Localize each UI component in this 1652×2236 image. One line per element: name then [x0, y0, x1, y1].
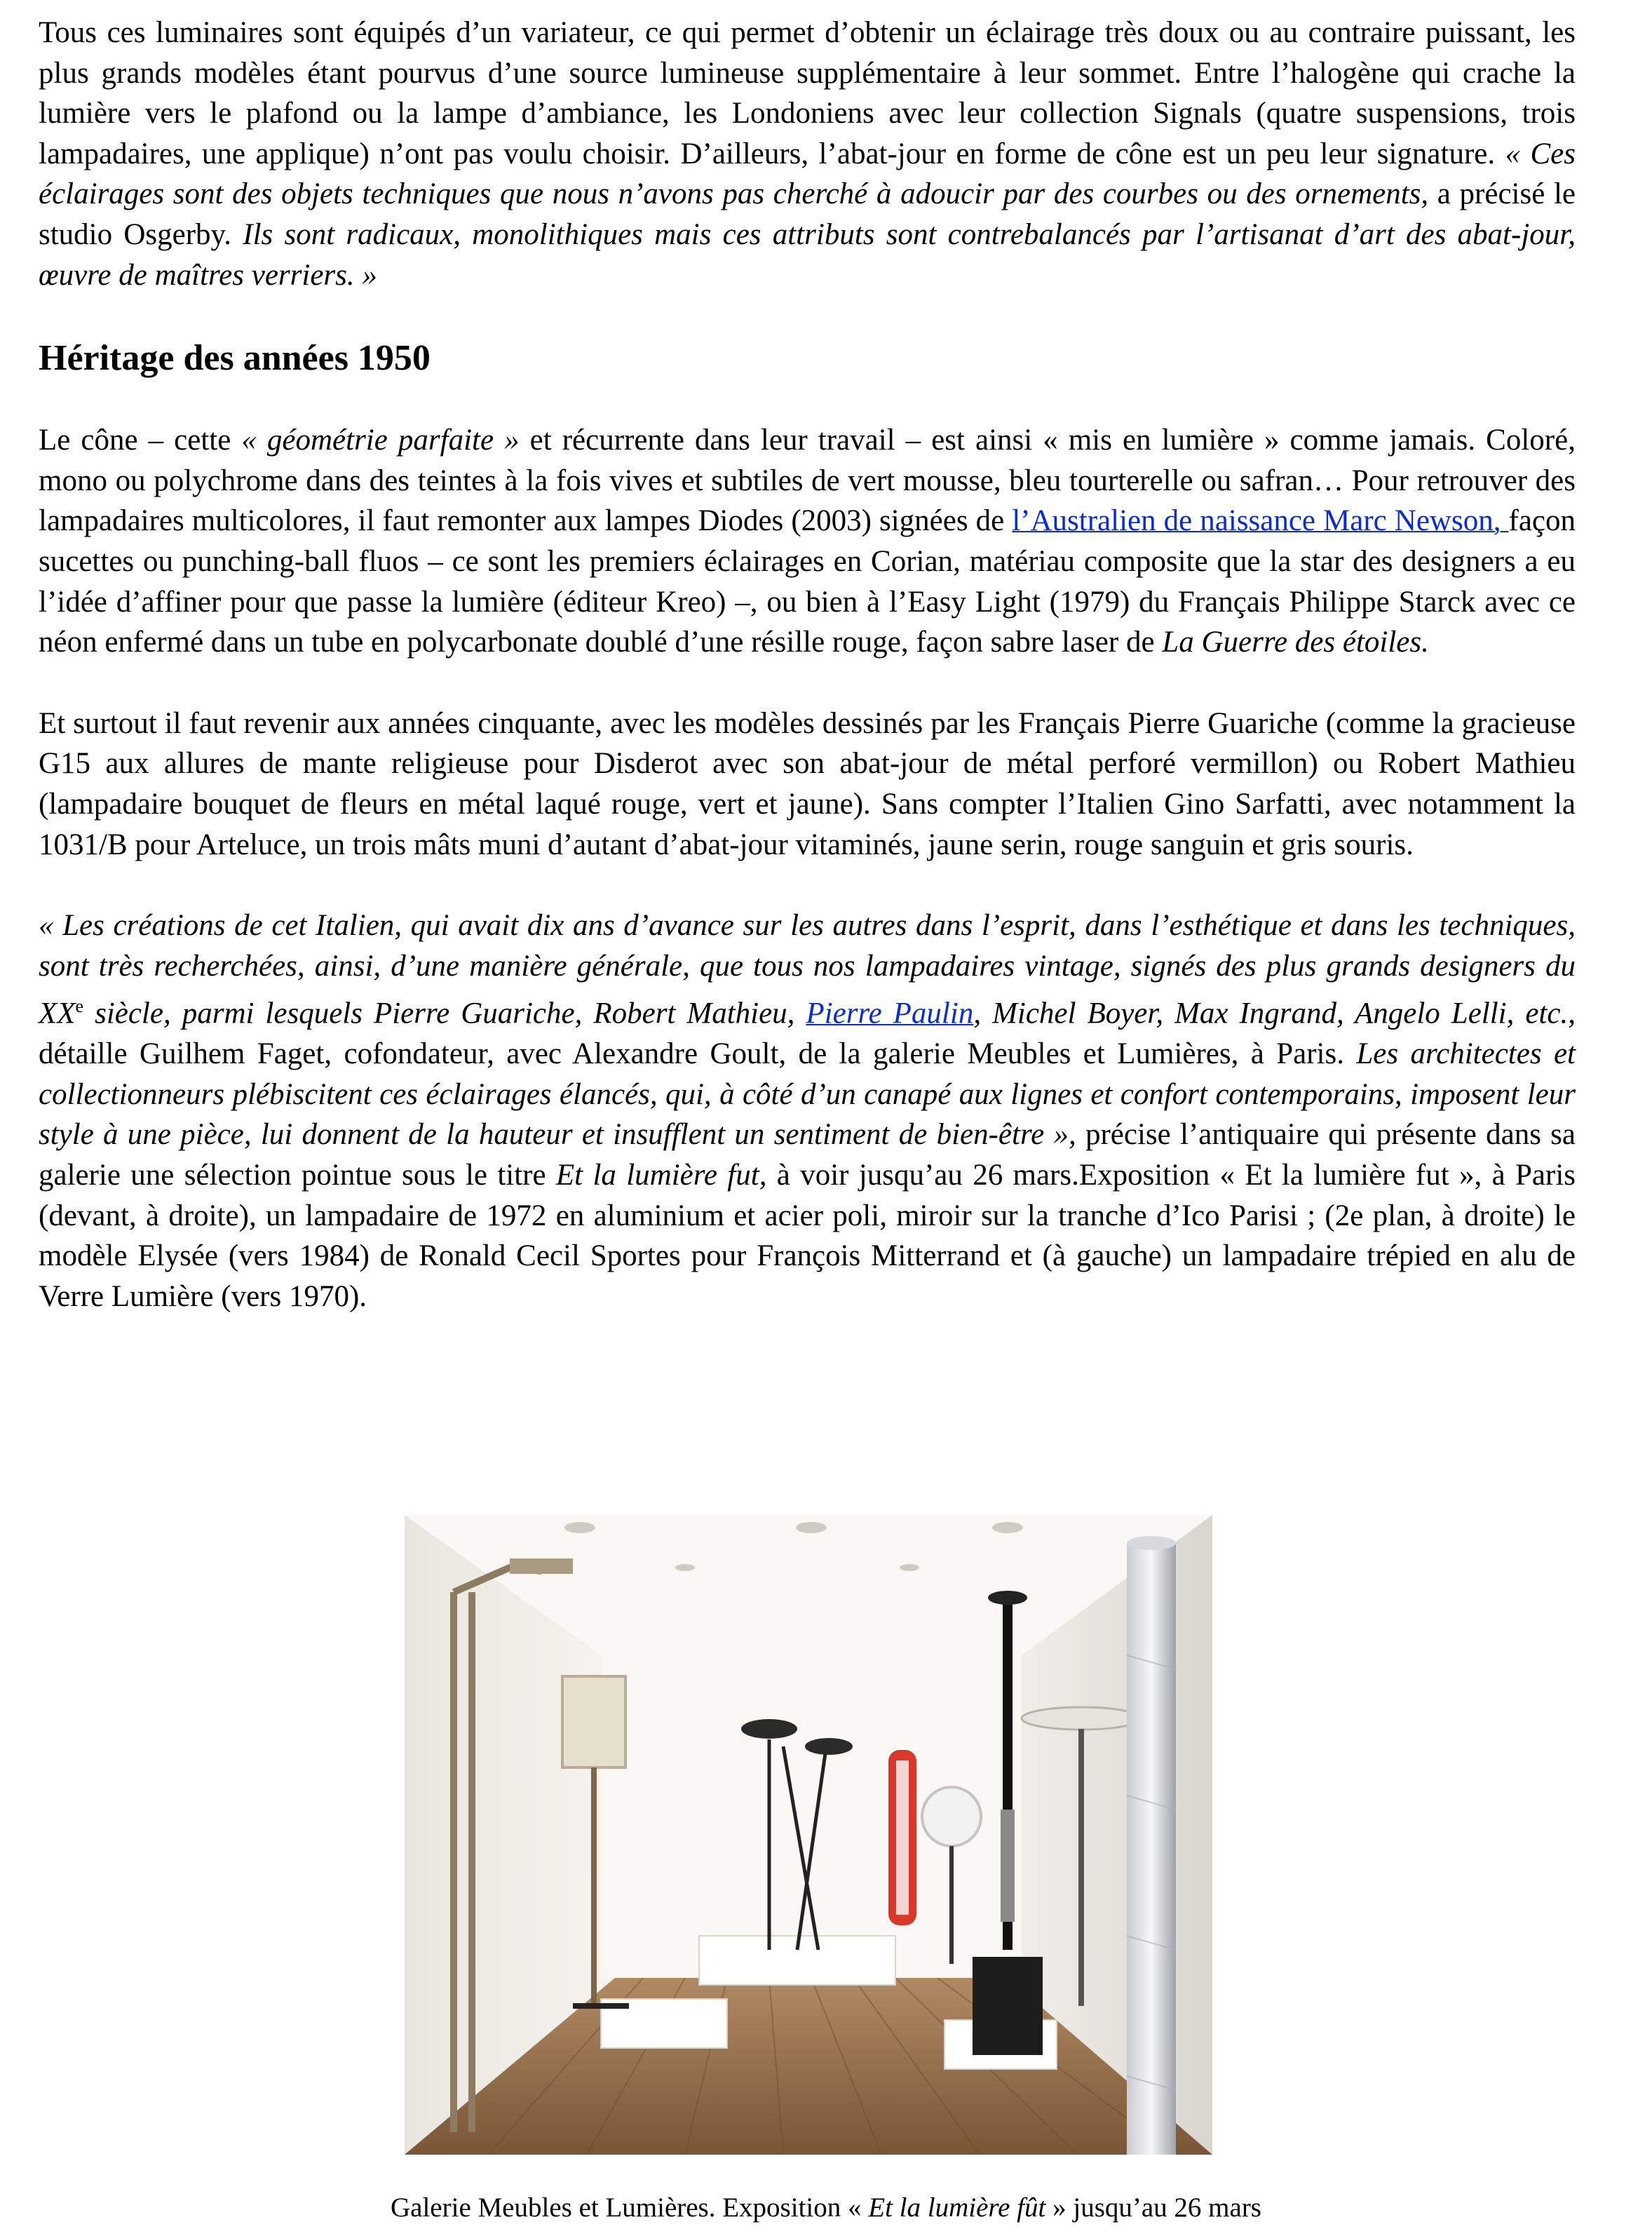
- italic-run: Et la lumière fut,: [555, 1158, 767, 1192]
- italic-run: Les architectes et collectionneurs plébiscitent ces éclairages élancés, qui, à côté d’un canapé aux lignes et confort contemporains, imposent leur style à une pièce, lui donnent de la hauteur et insufflent un sentiment de bien-être »,: [39, 1037, 1576, 1152]
- text-run: Tous ces luminaires sont équipés d’un variateur, ce qui permet d’obtenir un éclairage très doux ou au contraire puissant, les plus grands modèles étant pourvus d’une source lumineuse supplémentaire à leur sommet. Entre l’halogène qui crache la lumière vers le plafond ou la lampe d’ambiance, les Londoniens avec leur collection Signals (quatre suspensions, trois lampadaires, une applique) n’ont pas voulu choisir. D’ailleurs, l’abat-jour en forme de cône est un peu leur signature.: [39, 16, 1576, 170]
- paragraph-4: [39, 905, 1576, 1316]
- article-body: [39, 13, 1576, 1316]
- italic-run: « Les créations de cet Italien, qui avait dix ans d’avance sur les autres dans l’esprit, dans l’esthétique et dans les techniques, sont très recherchées, ainsi, d’une manière générale, que tous nos lampadaires vintage, signés des plus grands designers du XX: [39, 909, 1576, 1030]
- gallery-photo: [405, 1515, 1212, 2155]
- caption-exhibition-title: Et la lumière fût: [868, 2193, 1046, 2223]
- text-run: et récurrente dans leur travail – est ainsi « mis en lumière » comme jamais. Coloré, mono ou polychrome dans des teintes à la fois vives et subtiles de vert mousse, bleu tourterelle ou safran… Pour retrouver des lampadaires multicolores, il faut remonter aux lampes Diodes (2003) signées de: [39, 424, 1576, 538]
- italic-run: « Ces éclairages sont des objets techniques que nous n’avons pas cherché à adoucir par des courbes ou des ornements,: [39, 137, 1576, 211]
- paragraph-3: [39, 703, 1576, 865]
- italic-run: siècle, parmi lesquels Pierre Guariche, Robert Mathieu,: [83, 997, 806, 1030]
- paragraph-1: [39, 13, 1576, 295]
- text-run: Et surtout il faut revenir aux années cinquante, avec les modèles dessinés par les Français Pierre Guariche (comme la gracieuse G15 aux allures de mante religieuse pour Disderot avec son abat-jour de métal perforé vermillon) ou Robert Mathieu (lampadaire bouquet de fleurs en métal laqué rouge, vert et jaune). Sans compter l’Italien Gino Sarfatti, avec notamment la 1031/B pour Arteluce, un trois mâts muni d’autant d’abat-jour vitaminés, jaune serin, rouge sanguin et gris souris.: [39, 706, 1576, 861]
- italic-run: « géométrie parfaite »: [241, 424, 520, 457]
- photo-caption: [0, 2191, 1652, 2225]
- text-run: a précisé le studio Osgerby.: [39, 177, 1576, 251]
- text-run: précise l’antiquaire qui présente dans sa galerie une sélection pointue sous le titre: [39, 1118, 1576, 1192]
- text-run: façon sucettes ou punching-ball fluos – ce sont les premiers éclairages en Corian, matériau composite que la star des designers a eu l’idée d’affiner pour que passe la lumière (éditeur Kreo) –, ou bien à l’Easy Light (1979) du Français Philippe Starck avec ce néon enfermé dans un tube en polycarbonate doublé d’une résille rouge, façon sabre laser de: [39, 504, 1576, 659]
- inline-link[interactable]: l’Australien de naissance Marc Newson,: [1012, 504, 1509, 538]
- caption-text-after: » jusqu’au 26 mars: [1045, 2193, 1261, 2223]
- caption-text-before: Galerie Meubles et Lumières. Exposition «: [391, 2193, 869, 2223]
- text-run: détaille Guilhem Faget, cofondateur, avec Alexandre Goult, de la galerie Meubles et Lumières, à Paris.: [39, 1037, 1357, 1071]
- italic-run: Ils sont radicaux, monolithiques mais ces attributs sont contrebalancés par l’artisanat d’art des abat-jour, œuvre de maîtres verriers. »: [39, 217, 1576, 292]
- paragraph-2: [39, 420, 1576, 663]
- text-run: à voir jusqu’au 26 mars.Exposition « Et la lumière fut », à Paris (devant, à droite), un lampadaire de 1972 en aluminium et acier poli, miroir sur la tranche d’Ico Parisi ; (2e plan, à droite) le modèle Elysée (vers 1984) de Ronald Cecil Sportes pour François Mitterrand et (à gauche) un lampadaire trépied en alu de Verre Lumière (vers 1970).: [39, 1158, 1576, 1313]
- italic-run: La Guerre des étoiles.: [1162, 626, 1429, 659]
- superscript: e: [75, 996, 84, 1017]
- text-run: Le cône – cette: [39, 424, 242, 457]
- inline-link[interactable]: Pierre Paulin: [806, 997, 974, 1030]
- gallery-photo-illustration: [405, 1515, 1212, 2155]
- section-heading: Héritage des années 1950: [39, 338, 431, 379]
- italic-run: , Michel Boyer, Max Ingrand, Angelo Lelli, etc.,: [973, 997, 1576, 1030]
